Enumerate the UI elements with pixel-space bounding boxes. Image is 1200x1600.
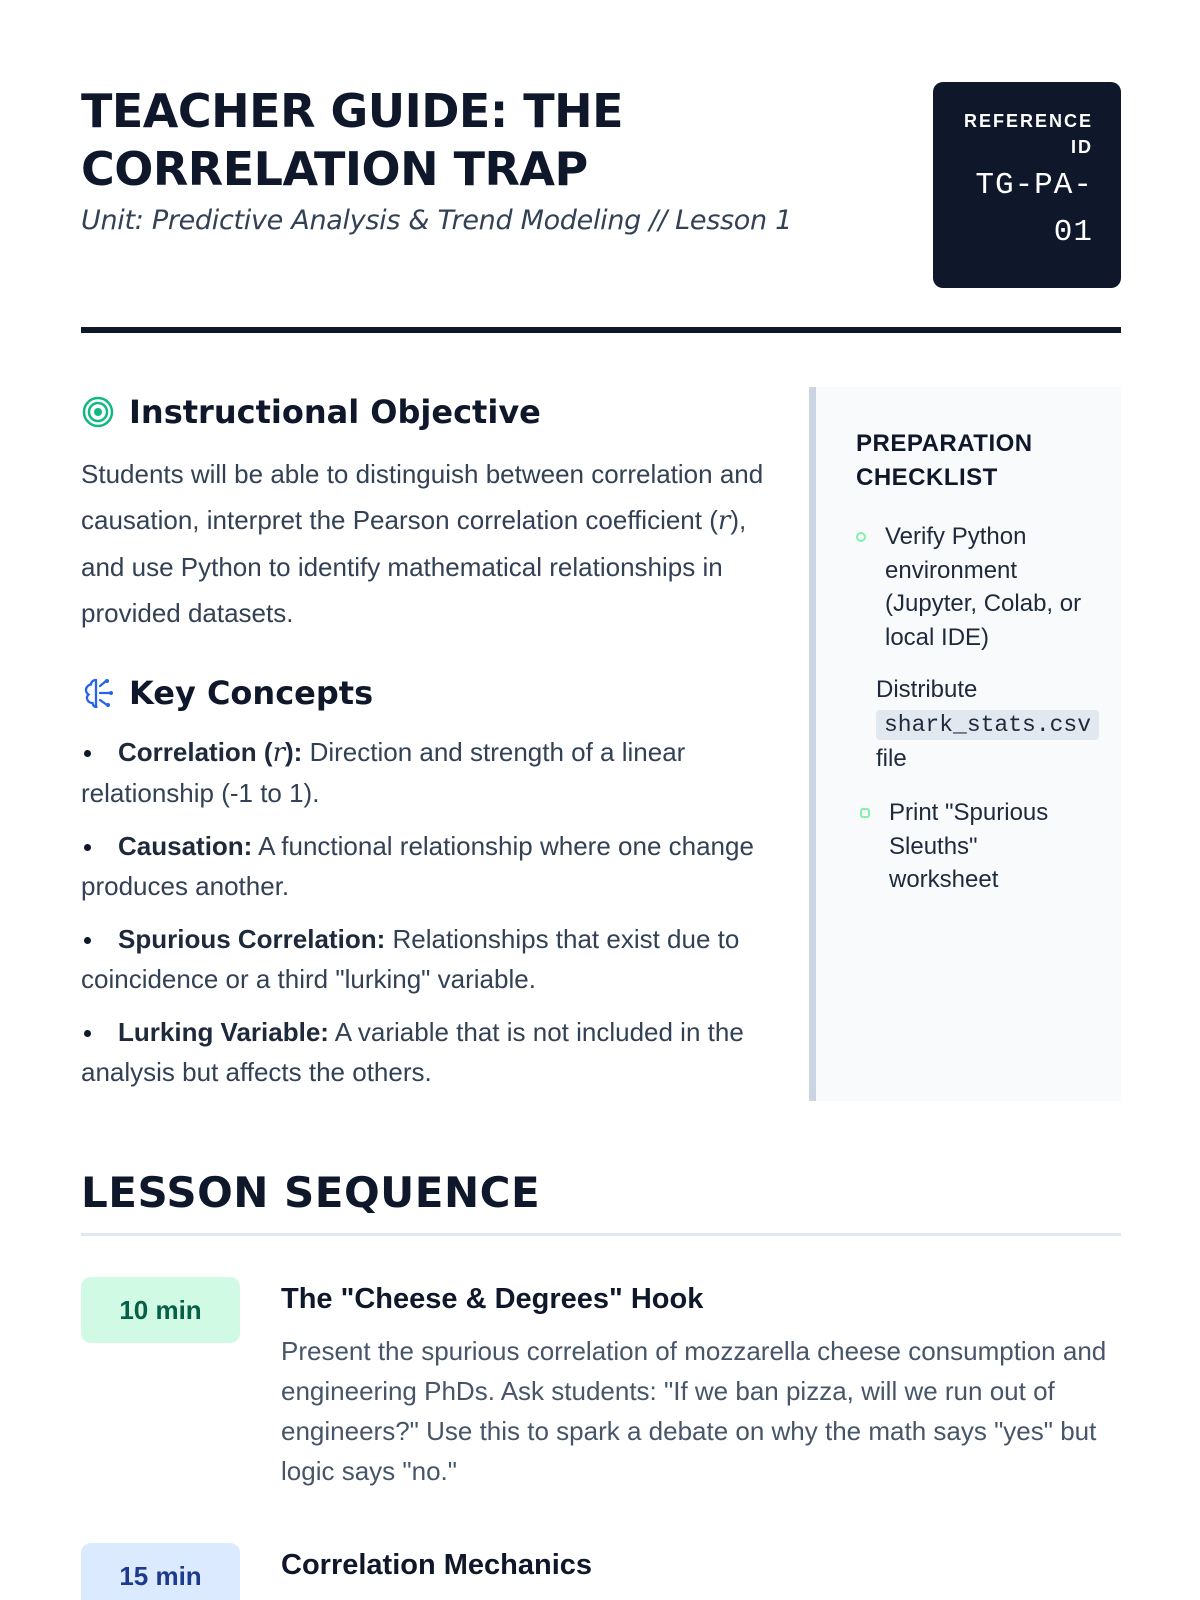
checkbox-icon[interactable] [856, 532, 866, 542]
checklist-item[interactable] [876, 673, 1116, 776]
concept-term [118, 737, 302, 767]
concept-description: Relationships that exist due to coincidence or a third "lurking" variable. [81, 924, 740, 994]
checkbox-icon[interactable] [860, 808, 870, 818]
key-concepts-list [81, 732, 771, 1105]
brain-icon [81, 676, 115, 710]
objective-text [81, 451, 771, 636]
concept-description: Direction and strength of a linear relationship (-1 to 1). [81, 737, 686, 808]
sequence-divider [81, 1233, 1121, 1236]
list-item [81, 826, 771, 906]
checklist-item-label: Distribute [876, 676, 978, 703]
checklist-title: PREPARATION CHECKLIST [856, 430, 1033, 491]
step-title: Correlation Mechanics [281, 1549, 593, 1581]
lesson-sequence-title: LESSON SEQUENCE [81, 1168, 541, 1217]
checklist-item-label: Verify Python environment (Jupyter, Colab, or local IDE) [885, 523, 1082, 651]
checklist-item-label: Print "Spurious Sleuths" worksheet [889, 799, 1049, 893]
duration-badge: 15 min [81, 1543, 240, 1600]
concept-term: Causation: [118, 831, 253, 861]
preparation-checklist [809, 387, 1121, 1101]
page-header [81, 82, 1121, 292]
term-text: ): [285, 737, 303, 767]
concept-term: Spurious Correlation: [118, 924, 386, 954]
page-title: TEACHER GUIDE: THE CORRELATION TRAP [81, 84, 624, 196]
objective-text-part: ), and use Python to identify mathematical relationships in provided datasets. [81, 505, 747, 628]
math-symbol-r: r [272, 738, 286, 768]
objective-heading-row [81, 393, 541, 431]
math-symbol-r: r [717, 506, 731, 536]
concept-description: A variable that is not included in the analysis but affects the others. [81, 1017, 744, 1087]
concepts-heading-row [81, 674, 373, 712]
step-description: Present the spurious correlation of mozzarella cheese consumption and engineering PhDs. Ask students: "If we ban pizza, will we run out of engineers?" Use this to spark a debate on why the math says "yes" but logic says "no." [281, 1336, 1107, 1486]
list-item [81, 919, 771, 999]
term-text: Correlation ( [118, 737, 273, 767]
objective-heading: Instructional Objective [129, 393, 541, 431]
reference-id-card [933, 82, 1121, 288]
list-item [81, 1012, 771, 1092]
concept-term: Lurking Variable: [118, 1017, 329, 1047]
checklist-item-label: file [876, 745, 907, 772]
concepts-heading: Key Concepts [129, 674, 374, 712]
checklist-item[interactable] [885, 520, 1085, 654]
header-divider [81, 327, 1121, 333]
duration-badge: 10 min [81, 1277, 240, 1343]
reference-label: REFERENCE ID [963, 111, 1093, 157]
checklist-item[interactable] [889, 796, 1089, 897]
file-name-code: shark_stats.csv [876, 710, 1099, 740]
page-subtitle: Unit: Predictive Analysis & Trend Modeling // Lesson 1 [81, 205, 792, 236]
reference-id: TG-PA-01 [975, 168, 1093, 250]
target-icon [81, 395, 115, 429]
list-item [81, 732, 771, 813]
concept-description: A functional relationship where one change produces another. [81, 831, 754, 901]
step-title: The "Cheese & Degrees" Hook [281, 1283, 704, 1315]
objective-text-part: Students will be able to distinguish between correlation and causation, interpret the Pearson correlation coefficient ( [81, 459, 764, 535]
